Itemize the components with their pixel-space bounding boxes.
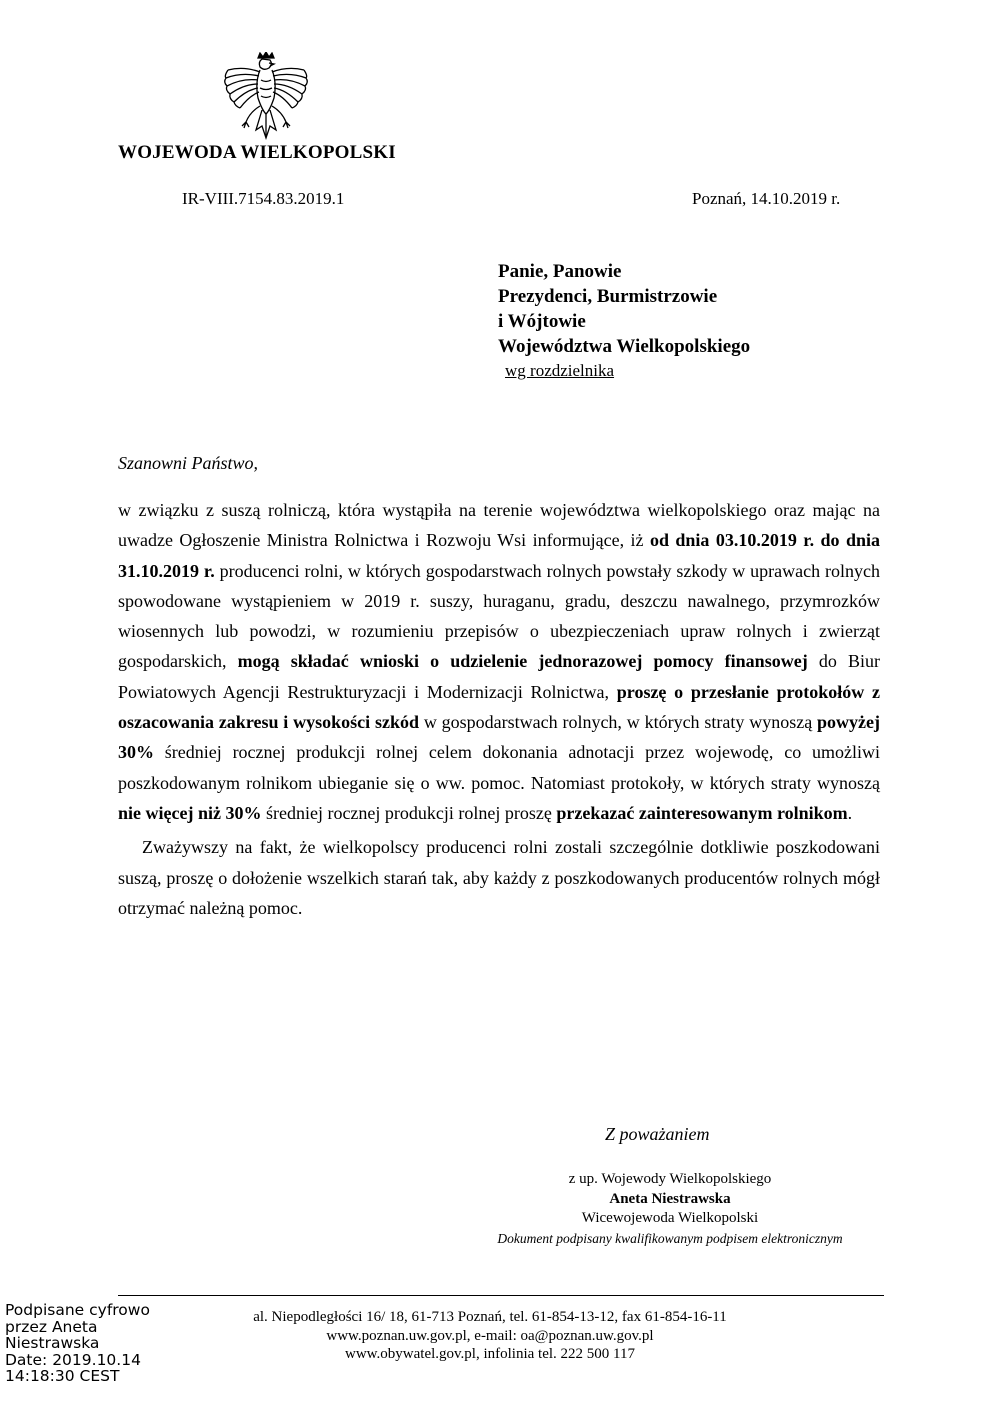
recipient-line: i Wójtowie [498,311,586,332]
bold-run: przekazać zainteresowanym rolnikom [556,802,848,823]
footer-contact [200,1308,780,1364]
closing-phrase: Z poważaniem [605,1124,710,1144]
bold-run: nie więcej niż 30% [118,802,262,823]
recipient-line: Panie, Panowie [498,261,622,282]
bold-run: proszę o przesłanie protokołów z oszacowania zakresu i wysokości szkód [118,681,880,733]
signatory-name: Aneta Niestrawska [609,1190,731,1207]
text-run: . [847,802,853,823]
place-and-date: Poznań, 14.10.2019 r. [692,189,841,208]
distribution-note: wg rozdzielnika [505,361,615,380]
footer-web-email: www.poznan.uw.gov.pl, e-mail: oa@poznan.uw.gov.pl [326,1327,654,1344]
footer-address: al. Niepodległości 16/ 18, 61-713 Poznań, tel. 61-854-13-12, fax 61-854-16-11 [253,1309,727,1325]
signature-on-behalf: z up. Wojewody Wielkopolskiego [568,1171,772,1187]
letter-body [118,495,880,923]
footer-infoline: www.obywatel.gov.pl, infolinia tel. 222 500 117 [345,1346,635,1362]
issuing-authority: WOJEWODA WIELKOPOLSKI [118,142,396,163]
polish-eagle-emblem-icon [222,52,310,144]
signatory-position: Wicewojewoda Wielkopolski [581,1210,759,1226]
signature-block [460,1170,880,1248]
body-paragraph-2: Zważywszy na fakt, że wielkopolscy producenci rolni zostali szczególnie dotkliwie poszkodowani suszą, proszę o dołożenie wszelkich starań tak, aby każdy z poszkodowanych producentów rolnych mógł otrzymać należną pomoc. [118,837,880,918]
footer-divider [118,1295,884,1296]
bold-run: mogą składać wnioski o udzielenie jednorazowej pomocy finansowej [237,651,808,672]
recipient-block [498,259,750,359]
signature-note: Dokument podpisany kwalifikowanym podpisem elektronicznym [497,1230,843,1246]
text-run: w gospodarstwach rolnych, w których straty wynoszą [419,712,818,733]
text-run: w związku z suszą rolniczą, która wystąpiła na terenie województwa wielkopolskiego oraz mając na uwadze Ogłoszenie Ministra Rolnictwa i Rozwoju Wsi informujące, iż [118,500,880,551]
salutation: Szanowni Państwo, [118,453,259,473]
text-run: średniej rocznej produkcji rolnej celem dokonania adnotacji przez wojewodę, co umożliwi poszkodowanym rolnikom ubieganie się o ww. pomoc. Natomiast protokoły, w których straty wynoszą [118,742,880,793]
bold-run: powyżej 30% [118,712,880,763]
recipient-line: Prezydenci, Burmistrzowie [498,286,718,307]
recipient-line: Województwa Wielkopolskiego [498,336,751,357]
text-run: średniej rocznej produkcji rolnej proszę [261,802,557,823]
reference-number: IR-VIII.7154.83.2019.1 [182,189,345,208]
digital-signature-stamp: Podpisane cyfrowo przez Aneta Niestrawska Date: 2019.10.14 14:18:30 CEST [5,1301,150,1385]
bold-run: od dnia 03.10.2019 r. do dnia 31.10.2019 r. [118,530,881,581]
body-paragraph-1 [118,495,880,828]
text-run: do Biur Powiatowych Agencji Restrukturyzacji i Modernizacji Rolnictwa, [118,651,880,702]
text-run: producenci rolni, w których gospodarstwach rolnych powstały szkody w uprawach rolnych spowodowane wystąpieniem w 2019 r. suszy, huraganu, gradu, deszczu nawalnego, przymrozków wiosennych lub powodzi, w rozumieniu przepisów o ubezpieczeniach upraw rolnych i zwierząt gospodarskich, [118,560,880,672]
